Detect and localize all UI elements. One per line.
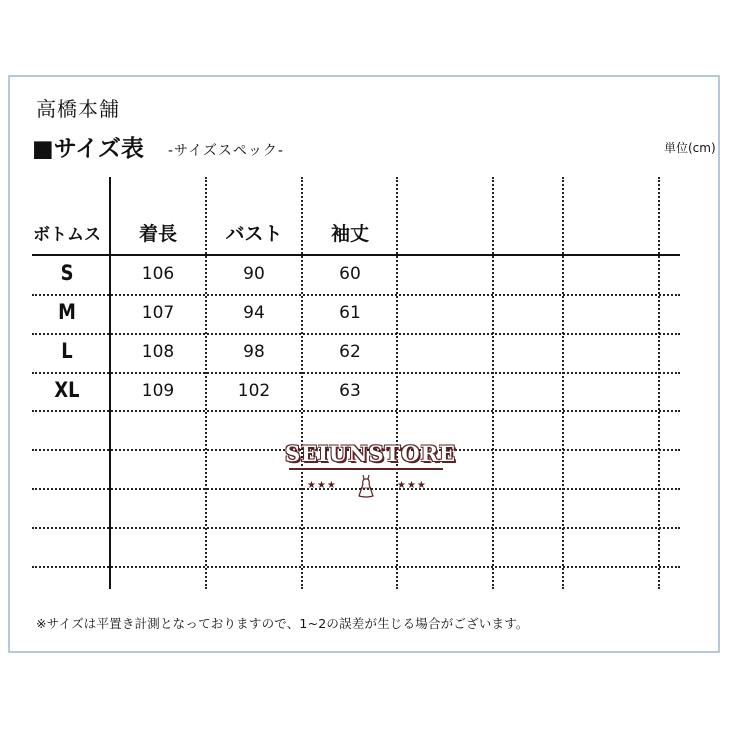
row-sleeve-value: 61 xyxy=(339,303,361,323)
row-bust-value: 90 xyxy=(243,264,265,284)
row-sleeve-value: 60 xyxy=(339,264,361,284)
header-length: 着長 xyxy=(138,223,177,245)
size-chart-subtitle: -サイズスペック- xyxy=(168,143,284,159)
row-size-label: S xyxy=(60,261,74,285)
unit-label: 単位(cm) xyxy=(664,141,716,155)
row-size-label: L xyxy=(61,339,73,363)
row-bust-value: 102 xyxy=(237,381,271,401)
row-length-value: 107 xyxy=(141,303,175,323)
header-separator xyxy=(32,254,680,256)
row-length-value: 106 xyxy=(141,264,175,284)
store-watermark xyxy=(285,441,457,501)
header-bottoms: ボトムス xyxy=(33,225,101,245)
row-size-label: M xyxy=(58,300,76,324)
store-name: 高橋本舗 xyxy=(36,97,120,121)
grid-hline xyxy=(32,527,680,529)
row-sleeve-value: 62 xyxy=(339,342,361,362)
grid-hline xyxy=(32,410,680,412)
dress-icon xyxy=(355,473,377,499)
watermark-stars-right: ★★★ xyxy=(397,480,427,491)
row-length-value: 109 xyxy=(141,381,175,401)
watermark-text: SEIUNSTORE xyxy=(285,441,457,466)
size-chart-title: ■サイズ表 xyxy=(32,136,144,162)
watermark-rule xyxy=(289,468,443,470)
row-size-label: XL xyxy=(54,378,80,402)
watermark-stars-left: ★★★ xyxy=(307,480,337,491)
size-chart-frame xyxy=(8,75,720,653)
row-bust-value: 94 xyxy=(243,303,265,323)
row-bust-value: 98 xyxy=(243,342,265,362)
grid-hline xyxy=(32,372,680,374)
row-length-value: 108 xyxy=(141,342,175,362)
row-sleeve-value: 63 xyxy=(339,381,361,401)
header-bust: バスト xyxy=(225,223,283,245)
header-sleeve: 袖丈 xyxy=(330,223,369,245)
grid-hline xyxy=(32,566,680,568)
grid-hline xyxy=(32,294,680,296)
measurement-note: ※サイズは平置き計測となっておりますので、1~2の誤差が生じる場合がございます。 xyxy=(36,616,529,631)
grid-hline xyxy=(32,333,680,335)
